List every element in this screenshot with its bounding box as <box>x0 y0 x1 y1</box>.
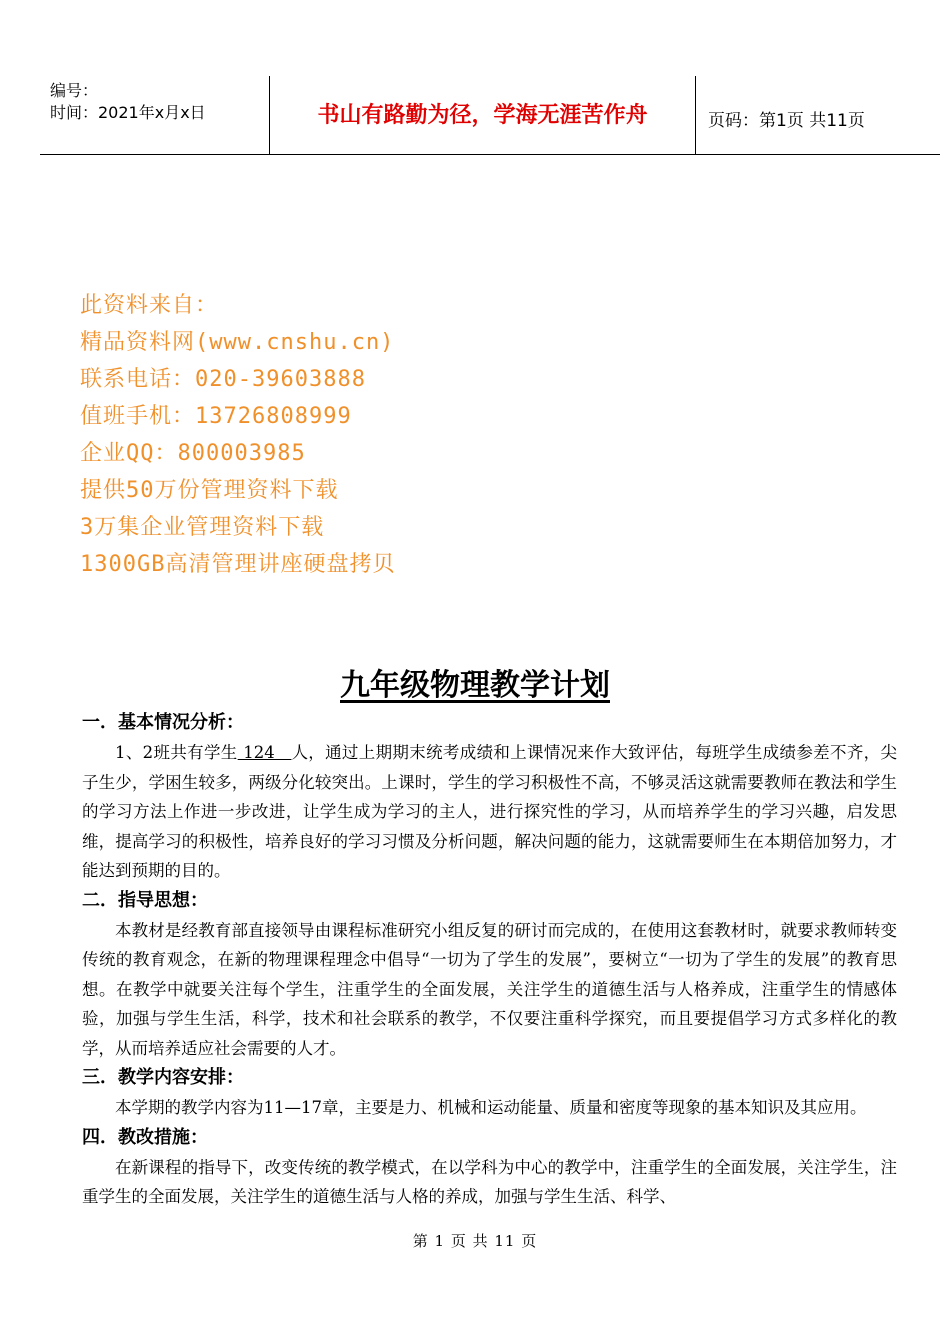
section-heading-2: 二．指导思想： <box>82 889 208 911</box>
header-page-info: 页码：第1页 共11页 <box>708 111 865 131</box>
advert-line: 联系电话：020-39603888 <box>80 367 366 392</box>
section-heading-3: 三．教学内容安排： <box>82 1067 244 1088</box>
section-heading-4: 四．教改措施： <box>82 1126 208 1148</box>
advert-line: 3万集企业管理资料下载 <box>80 515 325 540</box>
section-paragraph-3: 本学期的教学内容为11—17章，主要是力、机械和运动能量、质量和密度等现象的基本知识及其应用。 <box>115 1098 867 1117</box>
advert-line: 精品资料网(www.cnshu.cn) <box>80 330 395 355</box>
advert-block <box>80 287 395 583</box>
page-header <box>40 76 940 155</box>
page-footer: 第 1 页 共 11 页 <box>412 1232 538 1250</box>
student-count-prefix: 1、2班共有学生 <box>115 743 238 762</box>
section-paragraph-1 <box>82 738 897 886</box>
section-heading-1: 一．基本情况分析： <box>82 712 244 733</box>
advert-line: 企业QQ：800003985 <box>80 441 306 466</box>
number-label: 编号： <box>50 81 99 100</box>
document-body <box>82 708 897 1212</box>
advert-line: 提供50万份管理资料下载 <box>80 478 339 503</box>
section-paragraph-4: 在新课程的指导下，改变传统的教学模式，在以学科为中心的教学中，注重学生的全面发展，关注学生，注重学生的全面发展，关注学生的道德生活与人格的养成，加强与学生生活、科学、 <box>82 1157 897 1206</box>
student-count: 124 <box>237 743 292 762</box>
document-title: 九年级物理教学计划 <box>340 668 610 703</box>
section-1-text: 人，通过上期期末统考成绩和上课情况来作大致评估，每班学生成绩参差不齐，尖子生少，学困生较多，两级分化较突出。上课时，学生的学习积极性不高，不够灵活这就需要教师在教法和学生的学习方法上作进一步改进，让学生成为学习的主人，进行探究性的学习，从而培养学生的学习兴趣，启发思维，提高学习的积极性，培养良好的学习习惯及分析问题，解决问题的能力，这就需要师生在本期倍加努力，才能达到预期的目的。 <box>82 743 897 880</box>
document-title-wrap <box>0 660 950 704</box>
advert-line: 值班手机：13726808999 <box>80 404 352 429</box>
advert-line: 1300GB高清管理讲座硬盘拷贝 <box>80 552 396 577</box>
date-line: 时间：2021年x月x日 <box>50 103 206 122</box>
header-meta <box>50 80 270 124</box>
advert-line: 此资料来自： <box>80 293 219 318</box>
header-motto: 书山有路勤为径，学海无涯苦作舟 <box>317 103 648 128</box>
header-divider-right <box>695 76 696 154</box>
section-paragraph-2: 本教材是经教育部直接领导由课程标准研究小组反复的研讨而完成的，在使用这套教材时，就要求教师转变传统的教育观念，在新的物理课程理念中倡导“一切为了学生的发展”，要树立“一切为了学生的发展”的教育思想。在教学中就要关注每个学生，注重学生的全面发展，关注学生的道德生活与人格养成，注重学生的情感体验，加强与学生生活，科学，技术和社会联系的教学，不仅要注重科学探究，而且要提倡学习方式多样化的教学，从而培养适应社会需要的人才。 <box>82 920 897 1058</box>
